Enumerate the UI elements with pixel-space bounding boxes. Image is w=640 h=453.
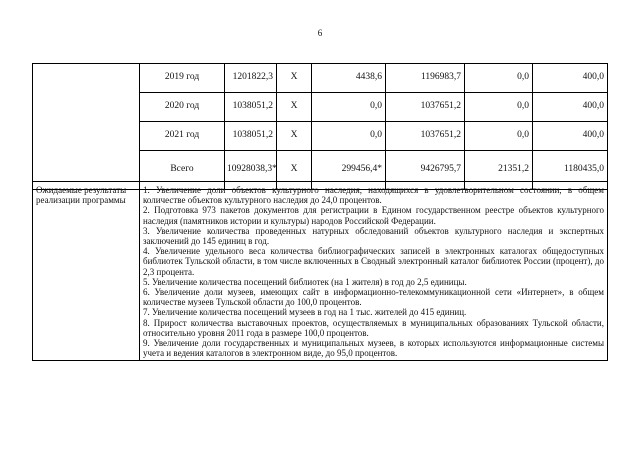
results-table: [32, 181, 608, 361]
regional-cell: 0,0: [312, 122, 386, 151]
list-item: 3. Увеличение количества проведенных натурных обследований объектов культурного наследия и экспертных заключений до 145 единиц в год.: [143, 225, 604, 247]
federal-cell: Х: [277, 122, 312, 151]
year-cell: 2020 год: [140, 93, 225, 122]
regional-cell: 0,0: [312, 93, 386, 122]
local-cell: 9426795,7: [386, 151, 465, 190]
extra1-cell: 0,0: [465, 93, 533, 122]
table-row: [33, 64, 608, 93]
extra1-cell: 0,0: [465, 64, 533, 93]
empty-cell: [33, 93, 140, 122]
list-item: 2. Подготовка 973 пакетов документов для регистрации в Едином государственном реестре объектов культурного наследия (памятников истории и культуры) народов Российской Федерации.: [143, 205, 604, 226]
empty-cell: [33, 64, 140, 93]
list-item: 6. Увеличение доли музеев, имеющих сайт в информационно-телекоммуникационной сети «Интернет», в общем количестве музеев Тульской области до 100,0 процентов.: [143, 287, 604, 308]
list-item: 1. Увеличение доли объектов культурного наследия, находящихся в удовлетворительном состоянии, в общем количестве объектов культурного наследия до 24,0 процентов.: [143, 185, 604, 206]
extra2-cell: 400,0: [533, 64, 608, 93]
year-cell: 2019 год: [140, 64, 225, 93]
empty-cell: [33, 122, 140, 151]
extra2-cell: 400,0: [533, 122, 608, 151]
extra1-cell: 0,0: [465, 122, 533, 151]
list-item: 9. Увеличение доли государственных и муниципальных музеев, в которых используются информационные системы учета и ведения каталогов в электронном виде, до 95,0 процентов.: [143, 338, 604, 359]
list-item: 5. Увеличение количества посещений библиотек (на 1 жителя) в год до 2,5 единицы.: [143, 276, 467, 287]
page-number: 6: [317, 28, 323, 38]
table-row: [33, 182, 608, 361]
local-cell: 1196983,7: [386, 64, 465, 93]
local-cell: 1037651,2: [386, 93, 465, 122]
total-cell: 1201822,3: [225, 64, 277, 93]
extra1-cell: 21351,2: [465, 151, 533, 190]
list-item: 7. Увеличение количества посещений музеев в год на 1 тыс. жителей до 415 единиц.: [143, 307, 467, 318]
budget-table: [32, 63, 608, 190]
list-item: 4. Увеличение удельного веса количества библиографических записей в электронных каталогах общедоступных библиотек Тульской области, в том числе включенных в Сводный электронный каталог библиотек России (процент), до 2,3 процента.: [143, 246, 604, 277]
total-cell: 1038051,2: [225, 93, 277, 122]
table-row: [33, 122, 608, 151]
extra2-cell: 400,0: [533, 93, 608, 122]
year-cell: 2021 год: [140, 122, 225, 151]
table-row: [33, 93, 608, 122]
extra2-cell: 1180435,0: [533, 151, 608, 190]
regional-cell: 299456,4*: [312, 151, 386, 190]
results-list: [140, 182, 608, 361]
results-label: Ожидаемые результаты реализации программы: [33, 182, 140, 361]
federal-cell: Х: [277, 151, 312, 190]
year-cell: Всего: [140, 151, 225, 190]
local-cell: 1037651,2: [386, 122, 465, 151]
federal-cell: Х: [277, 64, 312, 93]
federal-cell: Х: [277, 93, 312, 122]
total-cell: 10928038,3*: [225, 151, 277, 190]
regional-cell: 4438,6: [312, 64, 386, 93]
total-cell: 1038051,2: [225, 122, 277, 151]
list-item: 8. Прирост количества выставочных проектов, осуществляемых в муниципальных образованиях Тульской области, относительно уровня 2011 года в размере 100,0 процентов.: [143, 317, 604, 338]
